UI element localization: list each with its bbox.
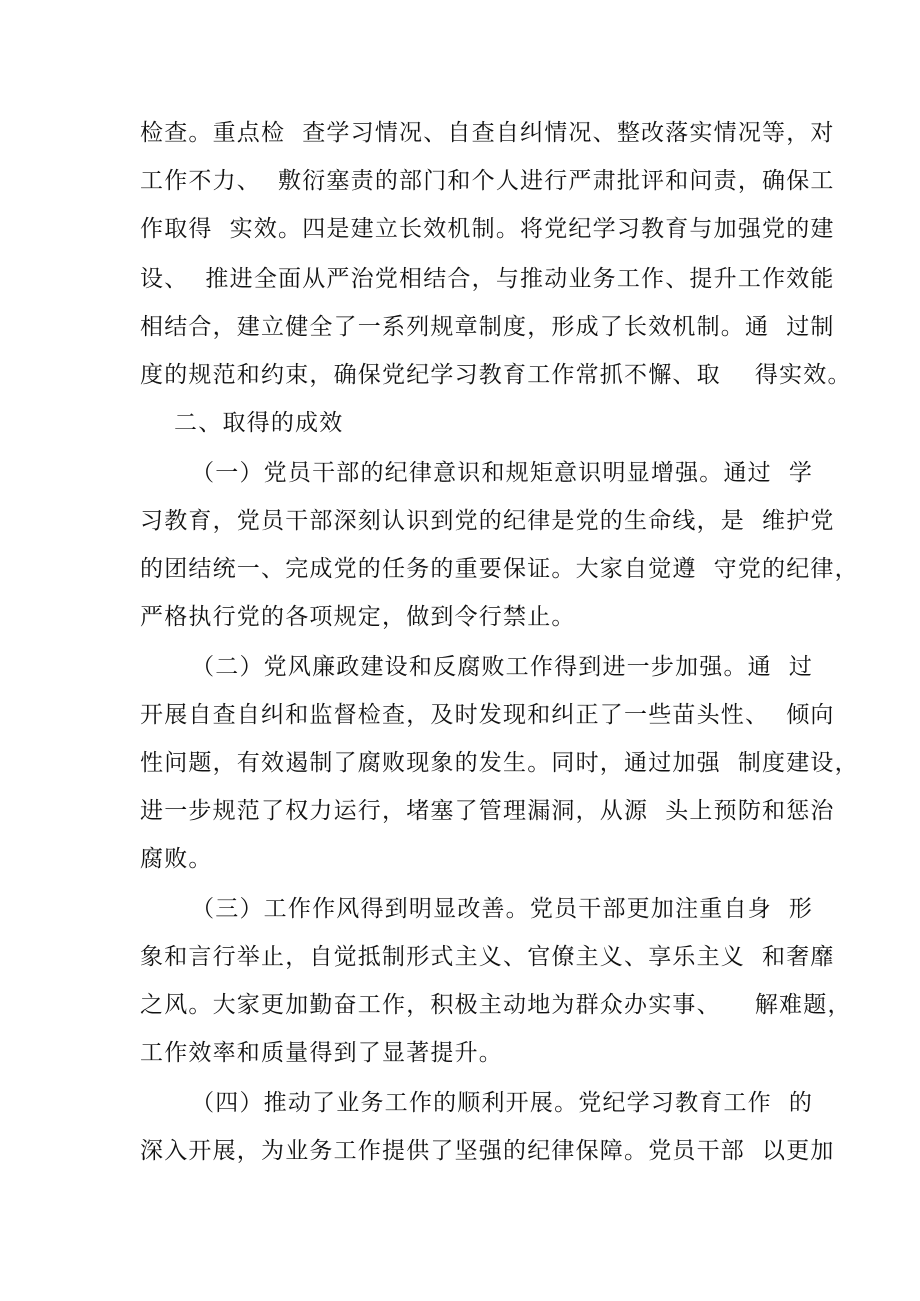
text-line: 的团结统一、完成党的任务的重要保证。大家自觉遵 守党的纪律， (140, 556, 859, 582)
text-line: 作取得 实效。四是建立长效机制。将党纪学习教育与加强党的建 (140, 216, 835, 242)
text-line: 相结合，建立健全了一系列规章制度，形成了长效机制。通 过制 (140, 314, 835, 340)
text-line: 性问题，有效遏制了腐败现象的发生。同时，通过加强 制度建设， (140, 750, 859, 776)
text-line: 度的规范和约束，确保党纪学习教育工作常抓不懈、取 得实效。 (140, 362, 852, 388)
text-line: 检查。重点检 查学习情况、自查自纠情况、整改落实情况等，对 (140, 120, 835, 146)
text-line: 之风。大家更加勤奋工作，积极主动地为群众办实事、 解难题， (140, 992, 852, 1018)
text-line: （四）推动了业务工作的顺利开展。党纪学习教育工作 的 (140, 1090, 814, 1116)
text-line: 工作效率和质量得到了显著提升。 (140, 1040, 503, 1066)
text-line: 深入开展，为业务工作提供了坚强的纪律保障。党员干部 以更加 (140, 1138, 835, 1164)
text-line: 严格执行党的各项规定，做到令行禁止。 (140, 604, 576, 630)
text-line: （二）党风廉政建设和反腐败工作得到进一步加强。通 过 (140, 654, 814, 680)
text-line: 设、 推进全面从严治党相结合，与推动业务工作、提升工作效能 (140, 266, 835, 292)
section-heading: 二、取得的成效 (140, 410, 344, 436)
text-line: 进一步规范了权力运行，堵塞了管理漏洞，从源 头上预防和惩治 (140, 798, 835, 824)
text-line: （一）党员干部的纪律意识和规矩意识明显增强。通过 学 (140, 460, 814, 486)
text-line: （三）工作作风得到明显改善。党员干部更加注重自身 形 (140, 896, 814, 922)
text-line: 腐败。 (140, 846, 213, 872)
text-line: 习教育，党员干部深刻认识到党的纪律是党的生命线，是 维护党 (140, 508, 835, 534)
text-line: 工作不力、 敷衍塞责的部门和个人进行严肃批评和问责，确保工 (140, 168, 835, 194)
text-line: 开展自查自纠和监督检查，及时发现和纠正了一些苗头性、 倾向 (140, 702, 835, 728)
text-line: 象和言行举止，自觉抵制形式主义、官僚主义、享乐主义 和奢靡 (140, 944, 835, 970)
